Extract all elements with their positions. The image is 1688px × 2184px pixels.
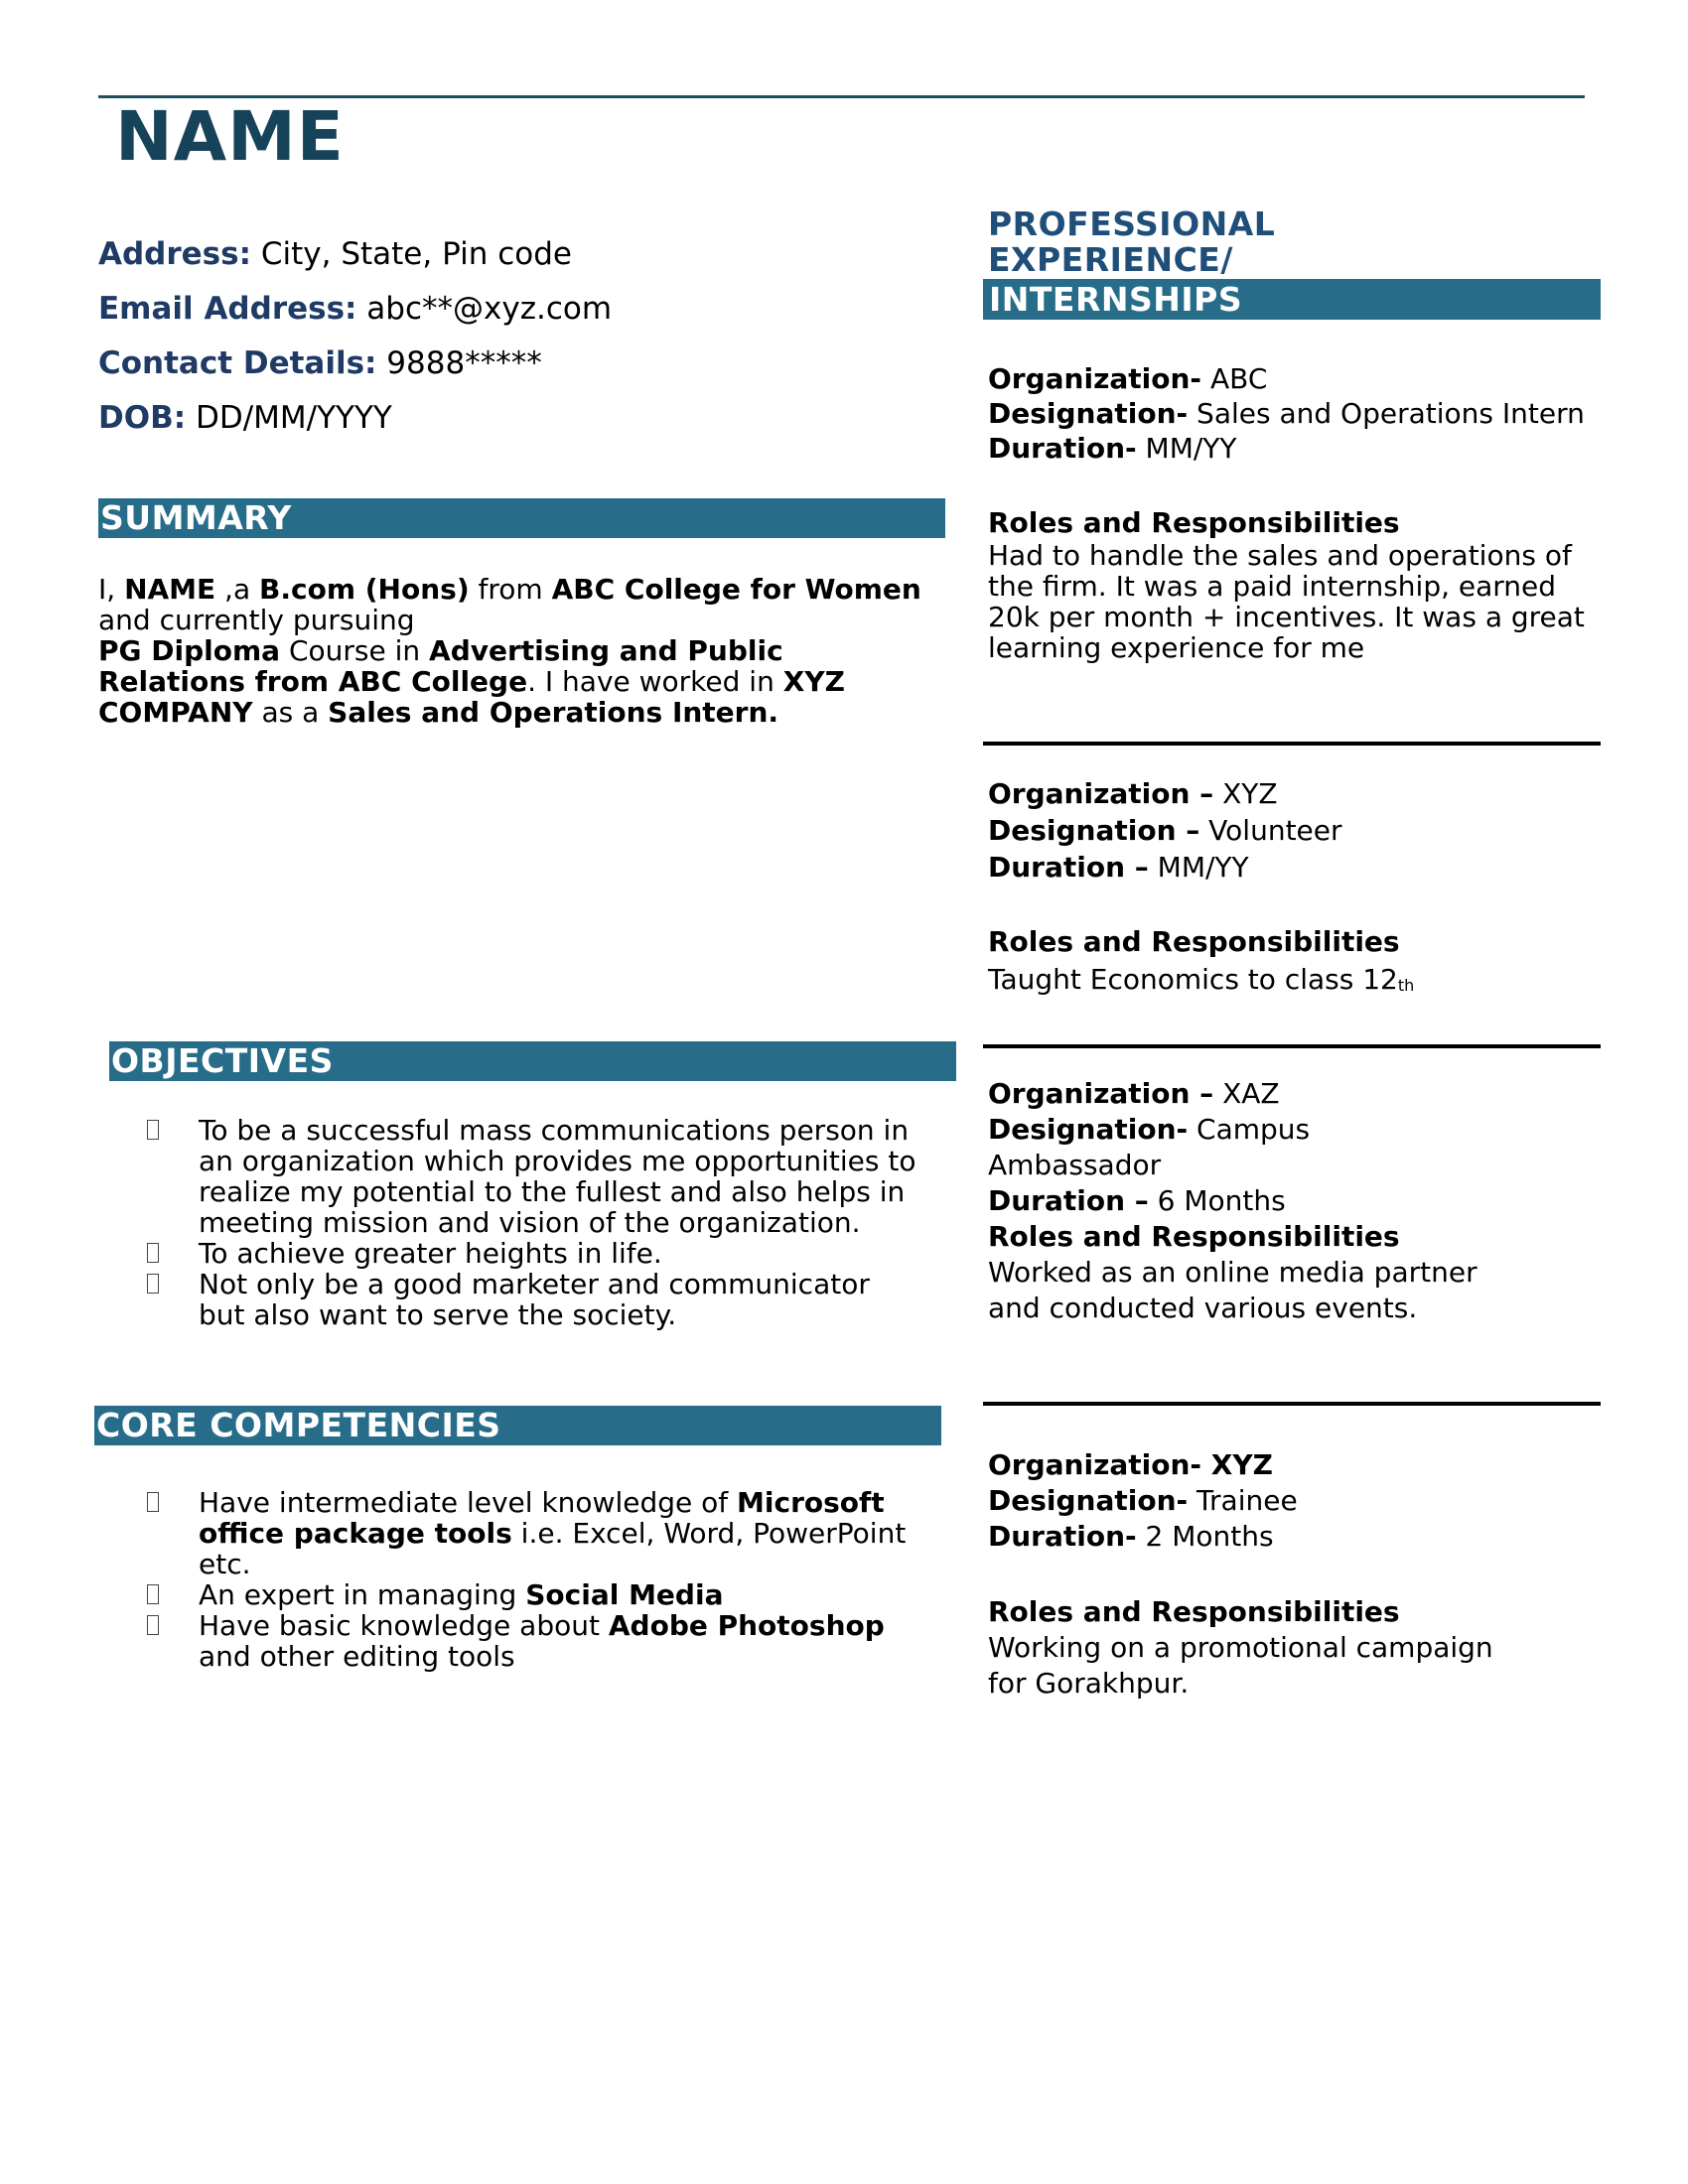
dob-line [98,398,392,438]
list-item: Have basic knowledge about Adobe Photoshop and other editing tools [98,1610,922,1672]
dob-value: DD/MM/YYYY [186,400,392,436]
bullet-icon [147,1615,159,1635]
objectives-heading: OBJECTIVES [109,1041,956,1081]
address-value: City, State, Pin code [251,236,572,272]
divider [983,742,1601,746]
summary-text: I, NAME ,a B.com (Hons) from ABC College for Women and currently pursuing PG Diploma Course in Advertising and Public Relations from ABC College. I have worked in XYZ COMPANY as a Sales and Operations Intern. [98,573,921,729]
list-item: To achieve greater heights in life. [98,1238,922,1269]
dob-label: DOB: [98,400,187,436]
contact-value: 9888***** [376,345,542,381]
experience-entry: Organization- ABC Designation- Sales and Operations Intern Duration- MM/YY Roles and Responsibilities Had to handle the sales and operations of the firm. It was a paid internship, earned 20k per month + incentives. It was a great learning experience for me [988,360,1594,663]
experience-heading: INTERNSHIPS [983,279,1601,320]
contact-label: Contact Details: [98,345,377,381]
divider [983,1402,1601,1406]
experience-title: PROFESSIONAL EXPERIENCE/ [988,205,1276,279]
experience-entry: Organization- XYZ Designation- Trainee Duration- 2 Months Roles and Responsibilities Working on a promotional campaign for Gorakhpur. [988,1447,1594,1702]
experience-entry: Organization – XYZ Designation – Volunteer Duration – MM/YY Roles and Responsibilities Taught Economics to class 12th [988,775,1594,1003]
roles-text: Working on a promotional campaign for Gorakhpur. [988,1631,1493,1700]
roles-text: Taught Economics to class 12th [988,963,1415,996]
roles-text: Had to handle the sales and operations of the firm. It was a paid internship, earned 20k per month + incentives. It was a great learning experience for me [988,539,1585,664]
competencies-heading: CORE COMPETENCIES [94,1406,941,1445]
list-item: Not only be a good marketer and communicator but also want to serve the society. [98,1269,922,1330]
address-line [98,234,572,274]
bullet-icon [147,1243,159,1263]
email-value: abc**@xyz.com [356,291,613,327]
candidate-name: NAME [115,97,345,177]
list-item: An expert in managing Social Media [98,1579,922,1610]
address-label: Address: [98,236,251,272]
roles-heading: Roles and Responsibilities [988,1220,1400,1253]
experience-entry: Organization – XAZ Designation- Campus Ambassador Duration – 6 Months Roles and Responsibilities Worked as an online media partner and conducted various events. [988,1075,1594,1326]
email-line [98,289,612,329]
list-item: Have intermediate level knowledge of Microsoft office package tools i.e. Excel, Word, PowerPoint etc. [98,1487,922,1579]
list-item: To be a successful mass communications person in an organization which provides me opportunities to realize my potential to the fullest and also helps in meeting mission and vision of the organization. [98,1115,922,1238]
roles-text: Worked as an online media partner and conducted various events. [988,1256,1477,1324]
roles-heading: Roles and Responsibilities [988,1595,1400,1628]
summary-heading: SUMMARY [98,498,945,538]
bullet-icon [147,1120,159,1140]
roles-heading: Roles and Responsibilities [988,925,1400,958]
bullet-icon [147,1492,159,1512]
bullet-icon [147,1274,159,1294]
contact-line [98,343,542,383]
objectives-list [98,1115,922,1330]
competencies-list [98,1487,922,1672]
divider [983,1044,1601,1048]
email-label: Email Address: [98,291,357,327]
roles-heading: Roles and Responsibilities [988,506,1400,539]
bullet-icon [147,1584,159,1604]
